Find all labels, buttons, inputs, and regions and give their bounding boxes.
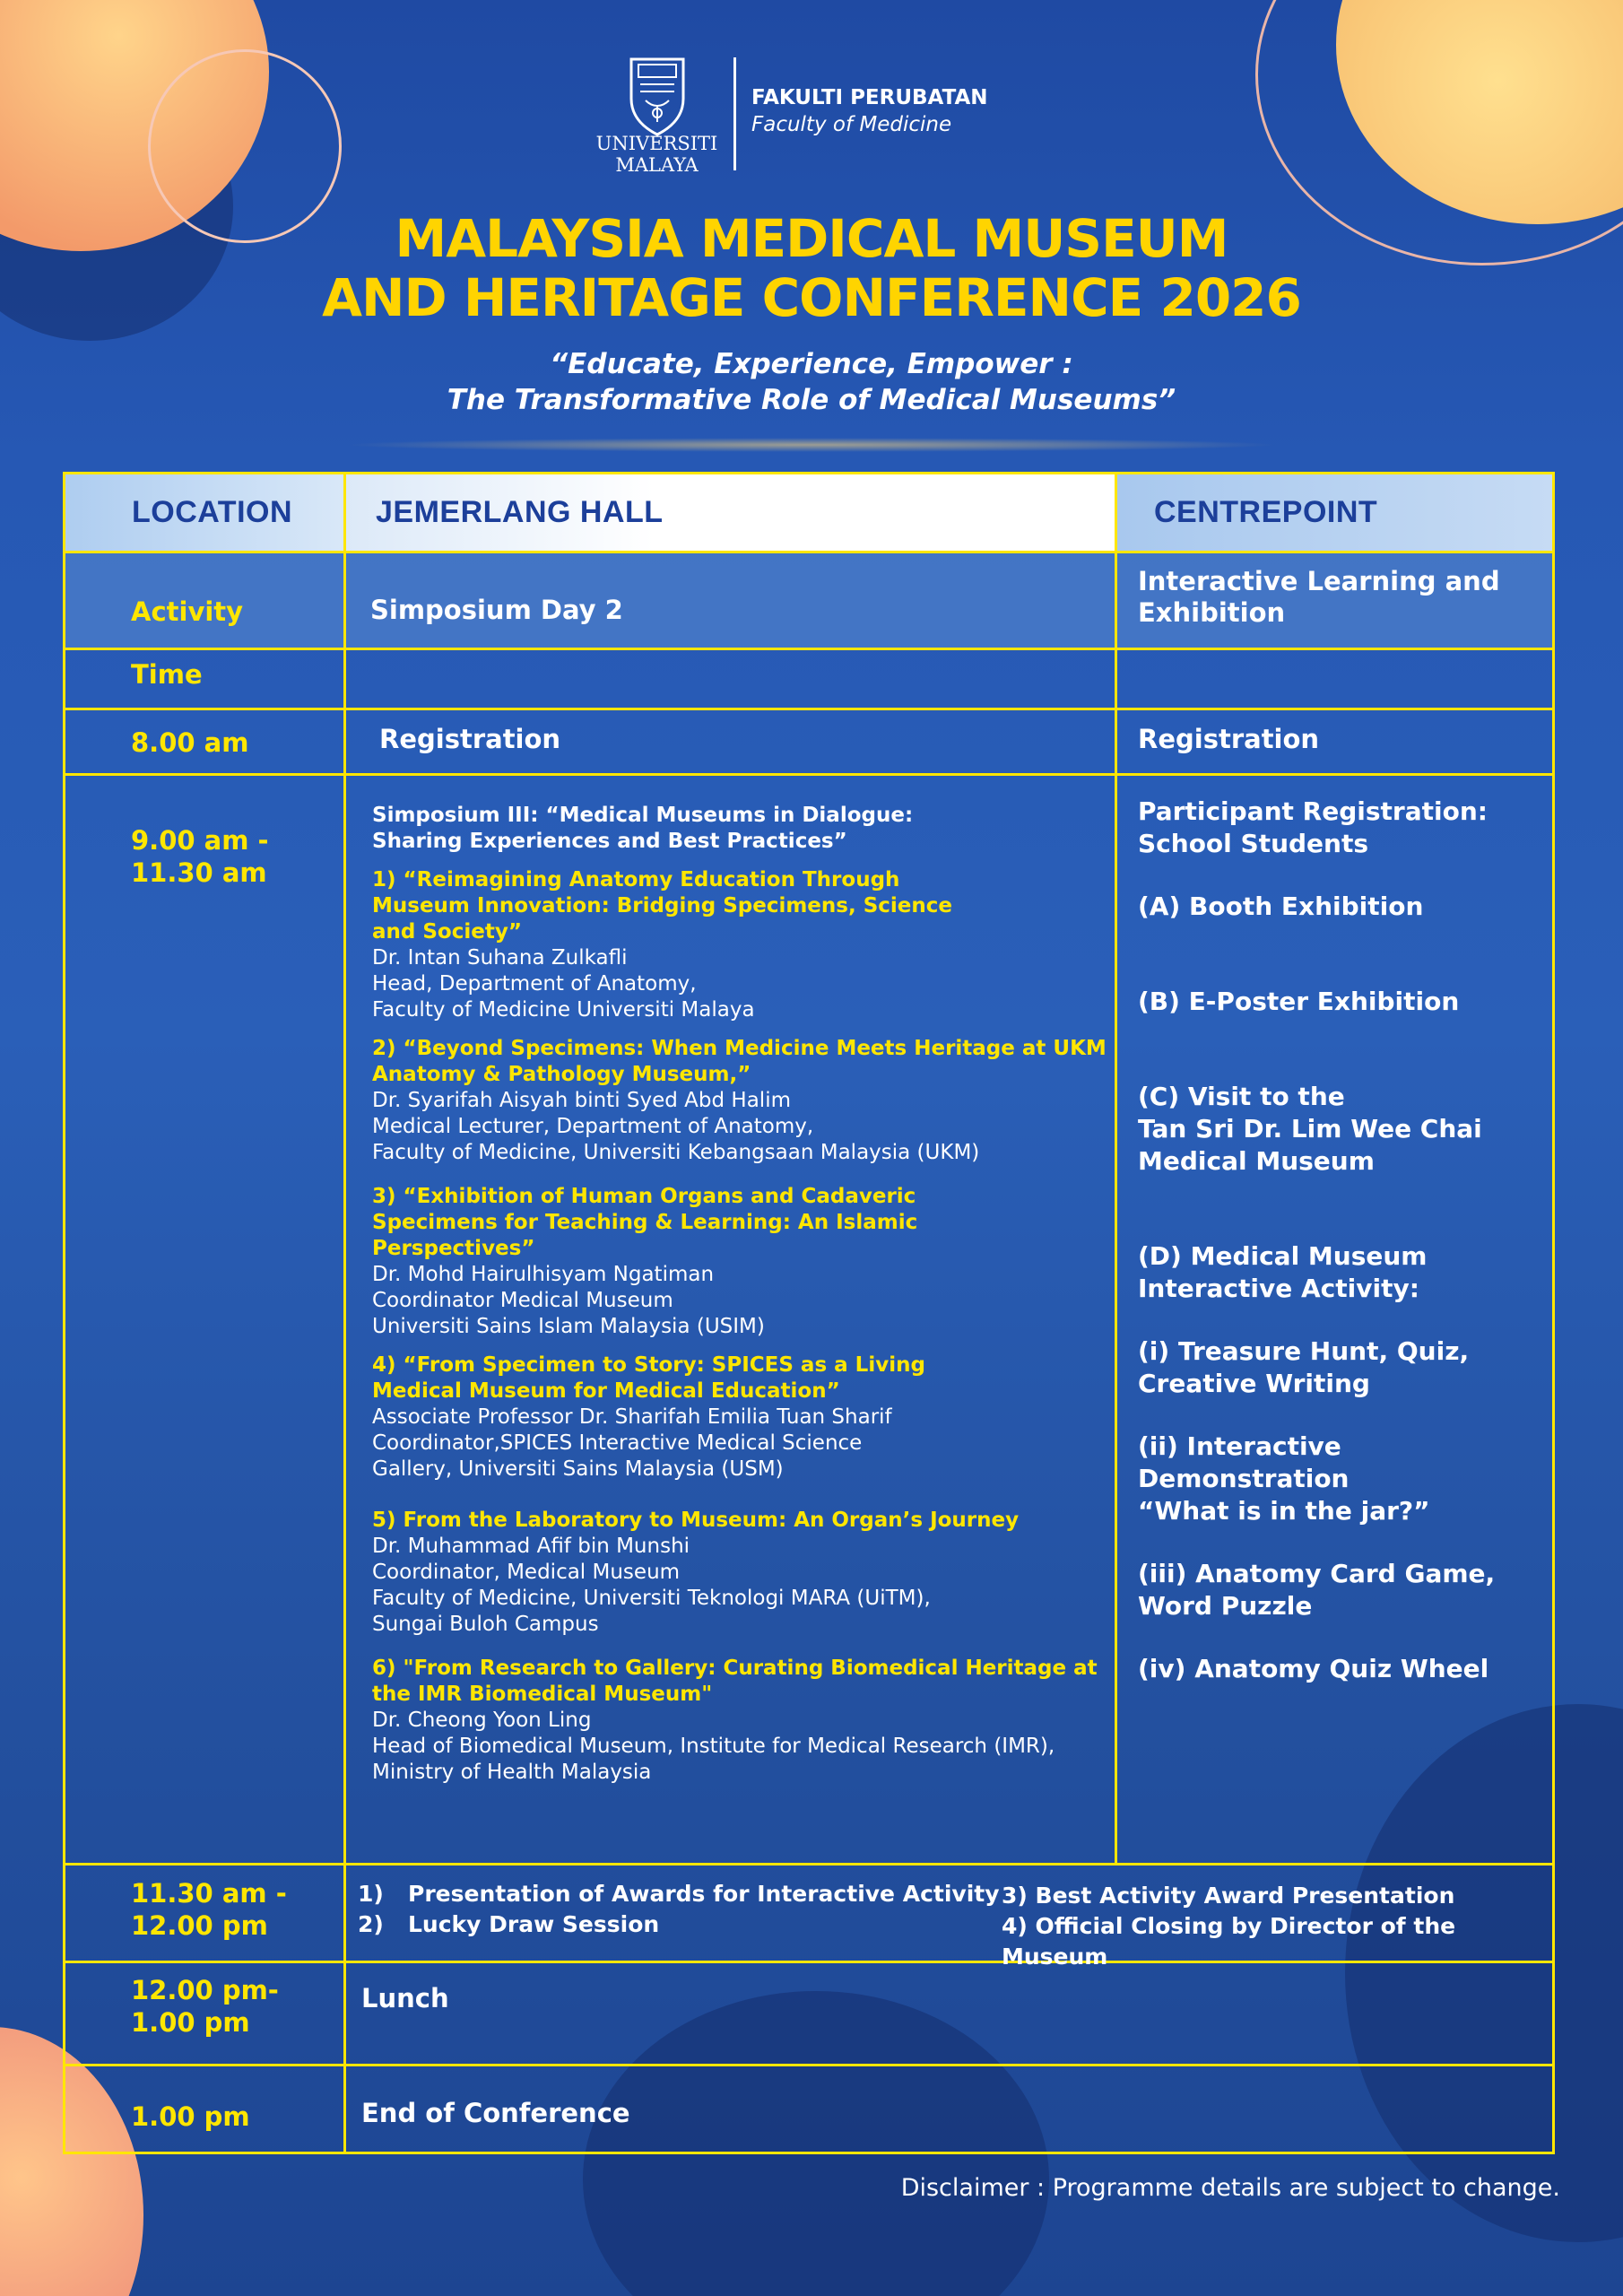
- activity-hall: Simposium Day 2: [370, 595, 623, 625]
- closing-item: 4) Official Closing by Director of the Museum: [1002, 1913, 1456, 1970]
- closing-item: 3) Best Activity Award Presentation: [1002, 1883, 1455, 1909]
- centrepoint-item: (A) Booth Exhibition: [1138, 891, 1424, 921]
- closing-time: 11.30 am - 12.00 pm: [131, 1878, 287, 1941]
- column-divider: [343, 474, 346, 2152]
- row-divider: [65, 2064, 1552, 2066]
- talk-item: 6) "From Research to Gallery: Curating Biomedical Heritage at the IMR Biomedical Museum" Dr. Cheong Yoon Ling Head of Biomedical Museum, Institute for Medical Research (IMR), Ministry of Health Malaysia: [372, 1657, 1098, 1784]
- symposium-programme: [372, 803, 1107, 1786]
- university-name: UNIVERSITI MALAYA: [595, 133, 718, 176]
- centrepoint-item: (B) E-Poster Exhibition: [1138, 987, 1460, 1016]
- registration-time: 8.00 am: [131, 727, 249, 758]
- centrepoint-item: (iii) Anatomy Card Game, Word Puzzle: [1138, 1559, 1496, 1621]
- talk-item: 5) From the Laboratory to Museum: An Organ’s Journey Dr. Muhammad Afif bin Munshi Coordinator, Medical Museum Faculty of Medicine, Universiti Teknologi MARA (UiTM), Sungai Buloh Campus: [372, 1509, 1020, 1636]
- lunch-time: 12.00 pm- 1.00 pm: [131, 1975, 279, 2038]
- main-session-time: 9.00 am - 11.30 am: [131, 825, 269, 888]
- faculty-name-english: Faculty of Medicine: [751, 113, 952, 136]
- faculty-name-malay: FAKULTI PERUBATAN: [751, 86, 988, 109]
- registration-centrepoint: Registration: [1138, 724, 1320, 754]
- header-location: LOCATION: [65, 474, 345, 551]
- row-divider: [65, 1863, 1552, 1866]
- centrepoint-item: (iv) Anatomy Quiz Wheel: [1138, 1654, 1489, 1683]
- programme-table: [63, 472, 1555, 2154]
- closing-items-right: [1002, 1881, 1552, 1972]
- row-divider: [65, 648, 1552, 650]
- header: [0, 54, 1623, 179]
- header-centrepoint: CENTREPOINT: [1116, 474, 1552, 551]
- activity-label: Activity: [131, 596, 244, 627]
- header-divider: [733, 57, 736, 170]
- end-time: 1.00 pm: [131, 2101, 250, 2132]
- time-label: Time: [131, 659, 203, 690]
- conference-title-line1: MALAYSIA MEDICAL MUSEUM: [395, 208, 1228, 269]
- lunch-text: Lunch: [361, 1983, 449, 2013]
- row-divider: [65, 773, 1552, 776]
- column-divider: [1115, 474, 1117, 1865]
- talk-item: 1) “Reimagining Anatomy Education Through Museum Innovation: Bridging Specimens, Science and Society” Dr. Intan Suhana Zulkafli Head, Department of Anatomy, Faculty of Medicine Universiti Malaya: [372, 868, 952, 1022]
- conference-theme-line1: “Educate, Experience, Empower :: [550, 348, 1073, 380]
- centrepoint-activities: [1138, 796, 1549, 1685]
- closing-item: 1) Presentation of Awards for Interactive Activity: [358, 1881, 1000, 1907]
- talk-item: 4) “From Specimen to Story: SPICES as a Living Medical Museum for Medical Education” Associate Professor Dr. Sharifah Emilia Tuan Sharif Coordinator,SPICES Interactive Medical Science Gallery, Universiti Sains Malaysia (USM): [372, 1353, 925, 1481]
- talk-item: 3) “Exhibition of Human Organs and Cadaveric Specimens for Teaching & Learning: An Islamic Perspectives” Dr. Mohd Hairulhisyam Ngatiman Coordinator Medical Museum Universiti Sains Islam Malaysia (USIM): [372, 1185, 918, 1338]
- centrepoint-item: (ii) Interactive Demonstration “What is in the jar?”: [1138, 1431, 1430, 1526]
- centrepoint-item: (D) Medical Museum Interactive Activity:: [1138, 1241, 1428, 1303]
- centrepoint-item: (C) Visit to the Tan Sri Dr. Lim Wee Chai Medical Museum: [1138, 1082, 1482, 1176]
- header-jemerlang-hall: JEMERLANG HALL: [345, 474, 1116, 551]
- symposium-title: Simposium III: “Medical Museums in Dialogue: Sharing Experiences and Best Practices”: [372, 804, 914, 853]
- table-header-row: [65, 474, 1552, 551]
- decorative-glow: [341, 438, 1282, 452]
- row-divider: [65, 708, 1552, 710]
- closing-items-left: [358, 1879, 1000, 1940]
- university-crest-icon: [628, 54, 687, 136]
- row-divider: [65, 551, 1552, 553]
- registration-hall: Registration: [379, 724, 561, 754]
- talk-item: 2) “Beyond Specimens: When Medicine Meets Heritage at UKM Anatomy & Pathology Museum,” Dr. Syarifah Aisyah binti Syed Abd Halim Medical Lecturer, Department of Anatomy, Faculty of Medicine, Universiti Kebangsaan Malaysia (UKM): [372, 1037, 1107, 1164]
- conference-theme-line2: The Transformative Role of Medical Museums”: [447, 384, 1176, 416]
- activity-centrepoint: Interactive Learning and Exhibition: [1138, 566, 1500, 628]
- disclaimer: Disclaimer : Programme details are subject to change.: [900, 2174, 1560, 2202]
- closing-item: 2) Lucky Draw Session: [358, 1911, 660, 1937]
- centrepoint-item: Participant Registration: School Students: [1138, 796, 1488, 858]
- end-text: End of Conference: [361, 2098, 630, 2128]
- conference-title-line2: AND HERITAGE CONFERENCE 2026: [322, 267, 1301, 328]
- centrepoint-item: (i) Treasure Hunt, Quiz, Creative Writing: [1138, 1336, 1470, 1398]
